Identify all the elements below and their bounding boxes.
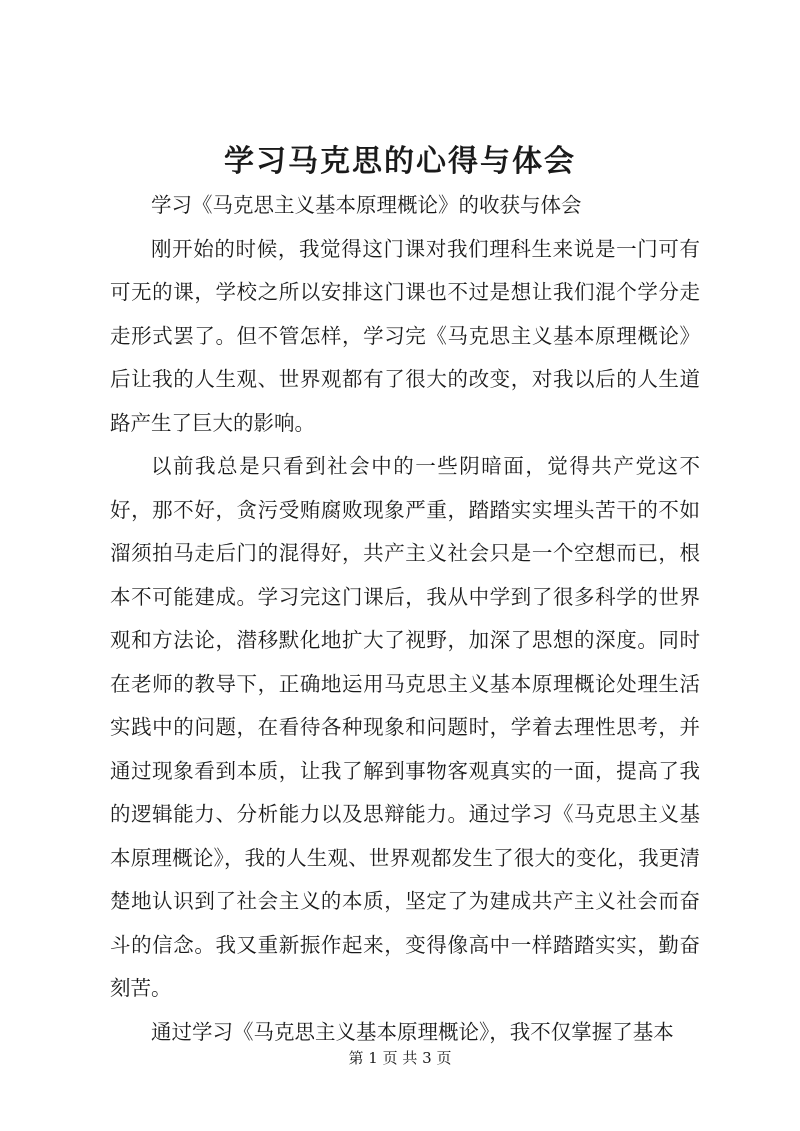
paragraph-3: 通过学习《马克思主义基本原理概论》，我不仅掌握了基本 <box>151 1019 674 1044</box>
document-body <box>110 184 700 1054</box>
paragraph-2: 以前我总是只看到社会中的一些阴暗面，觉得共产党这不好，那不好，贪污受贿腐败现象严重，踏踏实实埋头苦干的不如溜须拍马走后门的混得好，共产主义社会只是一个空想而已，根本不可能建成。学习完这门课后，我从中学到了很多科学的世界观和方法论，潜移默化地扩大了视野，加深了思想的深度。同时在老师的教导下，正确地运用马克思主义基本原理概论处理生活实践中的问题，在看待各种现象和问题时，学着去理性思考，并通过现象看到本质，让我了解到事物客观真实的一面，提高了我的逻辑能力、分析能力以及思辩能力。通过学习《马克思主义基本原理概论》，我的人生观、世界观都发生了很大的变化，我更清楚地认识到了社会主义的本质，坚定了为建成共产主义社会而奋斗的信念。我又重新振作起来，变得像高中一样踏踏实实，勤奋刻苦。 <box>110 454 700 1000</box>
page-number-footer: 第 1 页 共 3 页 <box>348 1049 452 1067</box>
document-subtitle: 学习《马克思主义基本原理概论》的收获与体会 <box>151 193 582 217</box>
paragraph-1: 刚开始的时候，我觉得这门课对我们理科生来说是一门可有可无的课，学校之所以安排这门课也不过是想让我们混个学分走走形式罢了。但不管怎样，学习完《马克思主义基本原理概论》后让我的人生观、世界观都有了很大的改变，对我以后的人生道路产生了巨大的影响。 <box>110 236 700 435</box>
document-title: 学习马克思的心得与体会 <box>224 144 576 179</box>
